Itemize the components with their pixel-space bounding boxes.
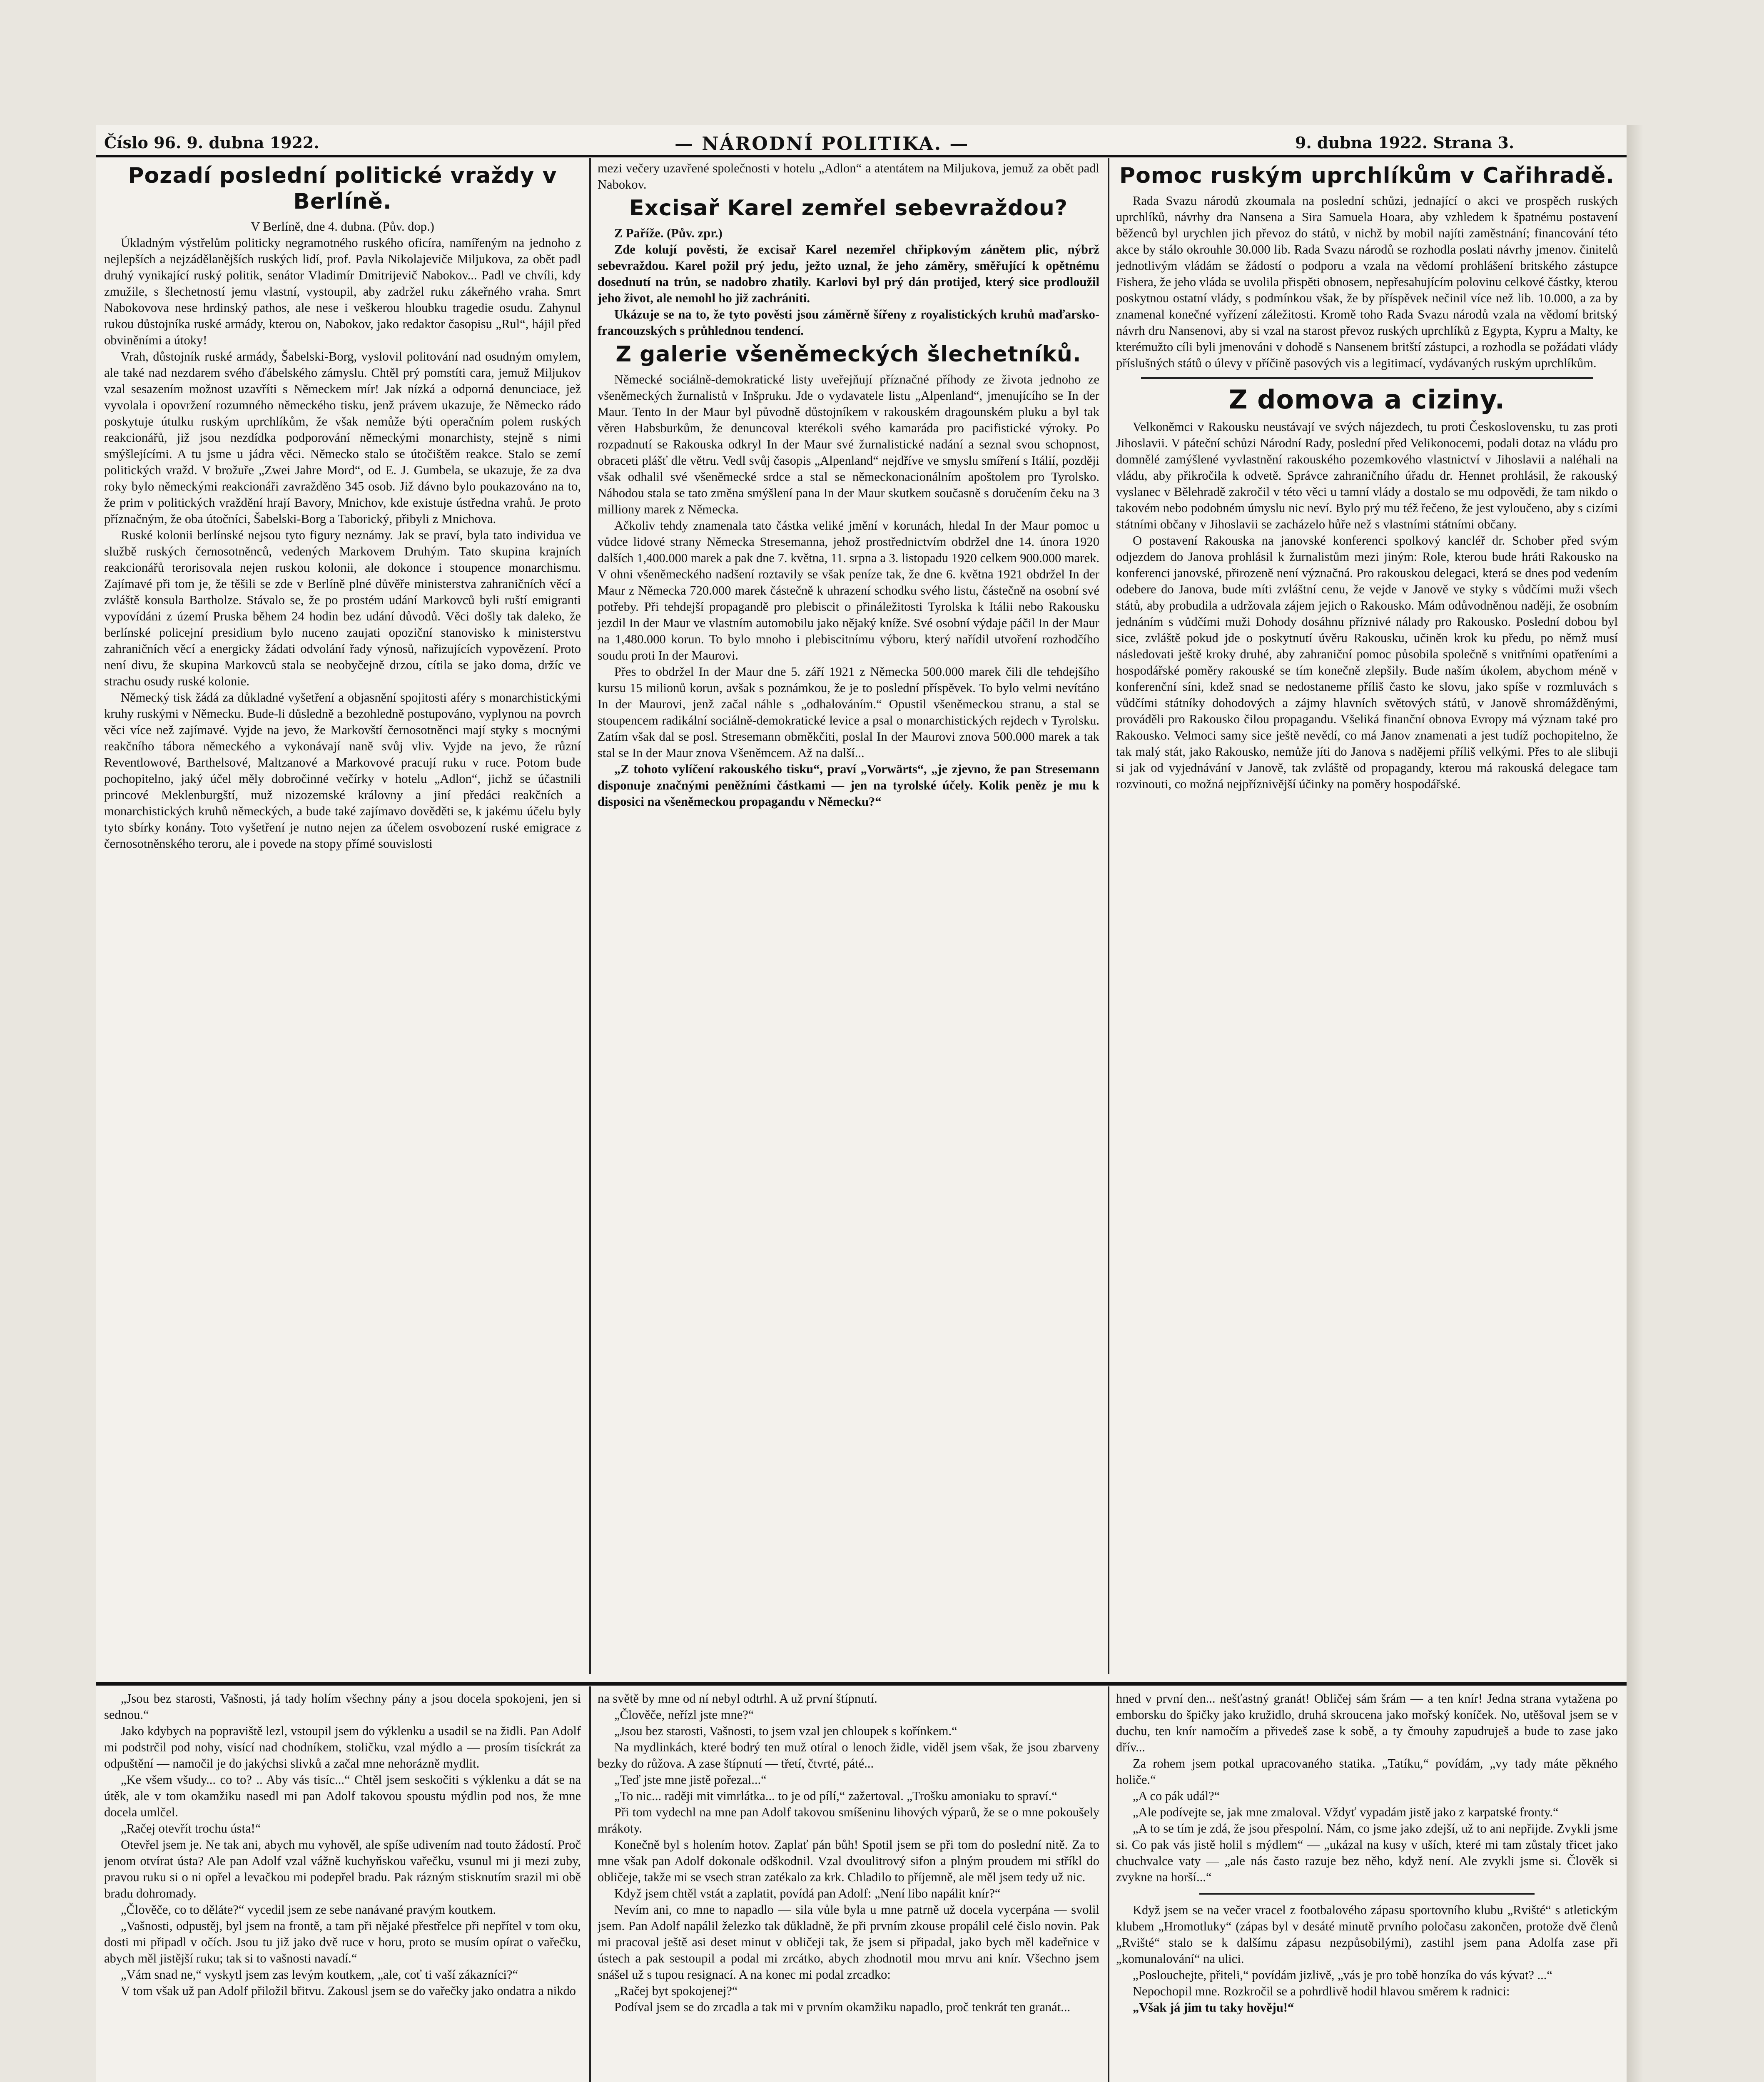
feuilleton-rule (96, 1682, 1627, 1686)
header-issue-date: Číslo 96. 9. dubna 1922. (104, 133, 319, 152)
article-paragraph: Zde kolují pověsti, že excisař Karel nezemřel chřipkovým zánětem plic, nýbrž sebevraždou. Karel požil prý jedu, ježto uznal, že jeho záměry, směřující k opětnému dosednutí na trůn, se nadobro zhatily. Karlovi byl prý dán protijed, který sice prodloužil jeho život, ale nemohl ho již zachrániti. (598, 242, 1099, 305)
feuilleton-column-2 (598, 1691, 1099, 2082)
column-1 (104, 160, 581, 1676)
article-paragraph: Německý tisk žádá za důkladné vyšetření a objasnění spojitosti aféry s monarchistickými kruhy ruskými v Německu. Bude-li důsledně a bezohledně postupováno, vyplynou na povrch věci více než zajímavé. Vyjde na jevo, že Markovští černosotněnci mají styky s mocnými reakčního tábora německého a vykonávají naně svůj vliv. Vyjde na jevo, že různí Reventlowové, Barthelsové, Maltzanové a Markovové pracují ruku v ruce. Potom bude pochopitelno, jaký účel měly dobročinné večírky v hotelu „Adlon“, jichž se účastnili princové Meklenburgští, muž nizozemské královny a jiní předáci reakčních a monarchistických kruhů německých, a bude také zajímavo dověděti se, k jakému účelu byly tyto sbírky konány. Toto vyšetření je nutno nejen za účelem osvobození ruské emigrace z černosotněnského teroru, ale i povede na stopy přímé souvislosti (104, 690, 581, 851)
feuilleton-paragraph: „Račej byt spokojenej?“ (614, 1984, 738, 1998)
article-paragraph: Ačkoliv tehdy znamenala tato částka veliké jmění v korunách, hledal In der Maur pomoc u vůdce lidové strany Německa Stresemanna, jehož prostřednictvím obdržel dne 14. února 1920 dalších 1,400.000 marek a pak dne 7. května, 11. srpna a 3. listopadu 1920 celkem 900.000 marek. V ohni všeněmeckého nadšení roztavily se však peníze tak, že dne 6. května 1921 obdržel In der Maur z Německa 720.000 marek částečně k uhrazení schodku svého listu, částečně na osobní své potřeby. Při tehdejší propagandě pro plebiscit o přináležitosti Tyrolska k Itálii nebo Rakousku jezdil In der Maur ve vlastním automobilu jako nějaký kníže. Své osobní výdaje páčil In der Maur na 1,480.000 korun. To bylo mnoho i plebiscitnímu výboru, který nařídil utvoření rozhodčího soudu proti In der Maurovi. (598, 518, 1099, 662)
feuilleton-paragraph: Při tom vydechl na mne pan Adolf takovou smíšeninu lihových výparů, že se o mne pokoušely mrákoty. (598, 1805, 1099, 1835)
feuilleton-paragraph: Když jsem chtěl vstát a zaplatit, povídá pan Adolf: „Není libo napálit knír?“ (614, 1886, 1001, 1900)
feuilleton-paragraph: „Člověče, co to děláte?“ vycedil jsem ze sebe nanávané pravým koutkem. (121, 1903, 496, 1917)
feuilleton-paragraph: Když jsem se na večer vracel z footbalového zápasu sportovního klubu „Rvišté“ s atletickým klubem „Hromotluky“ (zápas byl v desáté minutě prvního poločasu zakončen, protože dvě členů „Rvišté“ stalo se k dalšímu zápasu nezpůsobilými), zastihl jsem pana Adolfa zase při „komunalování“ na ulici. (1116, 1903, 1618, 1966)
feuilleton-paragraph: „Poslouchejte, přiteli,“ povídám jizlivě, „vás je pro tobě honzíka do vás kývat? ...“ (1133, 1968, 1552, 1982)
feuilleton-paragraph: „Teď jste mne jistě pořezal...“ (614, 1773, 767, 1787)
article-paragraph: O postavení Rakouska na janovské konferenci spolkový kancléř dr. Schober před svým odjezdem do Janova prohlásil k žurnalistům mezi jiným: Role, kterou bude hráti Rakousko na konferenci janovské, přirozeně není význačná. Pro rakouskou delegaci, která se dnes pod vedením odebere do Janova, bude míti zvláštní cenu, že vejde v Janově ve styky s vůdčími muži všech států, aby probudila a udržovala zájem jejich o Rakousko. Mám odůvodněnou naději, že osobním jednáním s vůdčími muži Dohody dosáhnu příznivé nálady pro Rakousko. Poslední dobou byl sice, zvláště pokud jde o poskytnutí úvěru Rakousku, učiněn krok ku předu, po němž musí následovati ještě kroky druhé, aby zahraniční pomoc působila společně s vnitřními opatřeními a hospodářské poměry rakouské se tím konečně zlepšily. Bude naším úkolem, abychom méně v konferenční síni, kdež snad se nedostaneme příliš často ke slovu, jako spíše v rozmluvách s vůdčími státníky dohodových a zájmy hlavních světových států, v Janově shromážděnými, prováděli pro Rakousko čilou propagandu. Všeliká finanční obnova Evropy má význam také pro Rakousko. Velmoci samy sice ještě nevědí, co má Janov znamenati a jest tudíž pochopitelno, že tak malý stát, jako Rakousko, nemůže jíti do Janova s nadějemi příliš velkými. Přes to ale slibuji si jak od vyjednávání v Janově, tak zvláště od propagandy, kterou má rakouská delegace tam rozvinouti, co možná nejpříznivější účinky na poměry hospodářské. (1116, 533, 1618, 791)
feuilleton-paragraph: V tom však už pan Adolf přiložil břitvu. Zakousl jsem se do vařečky jako ondatra a nikdo (121, 1984, 576, 1998)
feuilleton-column-3 (1116, 1691, 1618, 2082)
article-title: Excisař Karel zemřel sebevraždou? (629, 196, 1068, 221)
article-title: Pozadí poslední politické vraždy v Berlíně. (128, 163, 557, 214)
article-title: Z domova a ciziny. (1228, 384, 1505, 415)
feuilleton-paragraph: Nepochopil mne. Rozkročil se a pohrdlivě hodil hlavou směrem k radnici: (1133, 1984, 1510, 1998)
article-title: Pomoc ruským uprchlíkům v Cařihradě. (1119, 163, 1615, 188)
article-paragraph: Úkladným výstřelům politicky negramotného ruského oficíra, namířeným na jednoho z nejlepších a nejzádělanějších ruských lidí, prof. Pavla Nikolajeviče Miljukova, za obět padl druhý vynikající ruský politik, senátor Vladimír Dmitrijevič Nabokov... Padl ve chvíli, kdy zmužile, s šlechetností jemu vlastní, vystoupil, aby zadržel ruku zákeřného vraha. Smrt Nabokovova nese hrdinský pathos, ale nese i veškerou hloubku tragedie osudu. Zahynul rukou důstojníka ruské armády, kterou on, Nabokov, jako redaktor časopisu „Rul“, hájil před obviněními a útoky! (104, 236, 581, 347)
article-paragraph: Velkoněmci v Rakousku neustávají ve svých nájezdech, tu proti Československu, tu zas proti Jihoslavii. V páteční schůzi Národní Rady, poslední před Velikonocemi, podali dotaz na vládu pro domnělé zamýšlené vyvlastnění rakouského pozemkového vlastnictví v Jihoslavii a naléhali na vládu, aby přikročila k odvetě. Správce zahraničního úřadu dr. Hennet prohlásil, že rakouský vyslanec v Bělehradě zakročil v této věci u tamní vlády a dostalo se mu odpovědi, že tam nikdo o takovém nebo podobném úmyslu nic neví. Bylo prý mu též řečeno, že jest vyloučeno, aby s cizími státními občany v Jihoslavii se zacházelo hůře než s vlastními státními občany. (1116, 420, 1618, 531)
feuilleton-paragraph: Otevřel jsem je. Ne tak ani, abych mu vyhověl, ale spíše udivením nad touto žádostí. Proč jenom otvírat ústa? Ale pan Adolf vzal vážně kuchyňskou vařečku, vsunul mi ji mezi zuby, pravou ruku si o ni opřel a levačkou mi podepřel bradu. Pak rázným stisknutím srazil mi obě bradu dohromady. (104, 1838, 581, 1900)
article-paragraph: Vrah, důstojník ruské armády, Šabelski-Borg, vyslovil politování nad osudným omylem, ale také nad nezdarem svého ďábelského zámyslu. Chtěl prý pomstíti cara, jemuž Miljukov vzal sesazením možnost uzavříti s Německem mír! Jak nízká a odporná denunciace, jež vyvolala i opovržení rozumného německého tisku, jenž právem ukazuje, že Německo rádo poskytuje útulku ruským uprchlíkům, že však nemůže býti operačním polem ruských reakcionářů, již jsou nezdídka podporování německými monarchisty, stejně s nimi smýšlejícími. A tu jsme u jádra věci. Německo stalo se útočištěm reakce. Stalo se zemí politických vražd. V brožuře „Zwei Jahre Mord“, od E. J. Gumbela, se ukazuje, že za dva roky bylo německými reakcionáři zavražděno 345 osob. Již dávno bylo poukazováno na to, že prim v politických vraždění hrají Bavory, Mnichov, kde existuje ústředna vrahů. Je proto příznačným, že oba útočníci, Šabelski-Borg a Taborický, přibyli z Mnichova. (104, 349, 581, 526)
feuilleton-paragraph: Konečně byl s holením hotov. Zaplať pán bůh! Spotil jsem se při tom do poslední nitě. Za to mne však pan Adolf dokonale odškodnil. Vzal dvoulitrový sifon a plným proudem mi stříkl do obličeje, takže mi se vsech stran zatékalo za krk. Chladilo to příjemně, ale měl jsem tedy už nic. (598, 1838, 1099, 1884)
column-3 (1116, 160, 1618, 1676)
article-continuation: mezi večery uzavřené společnosti v hotelu „Adlon“ a atentátem na Miljukova, jemuž za obět padl Nabokov. (598, 161, 1099, 192)
column-2 (598, 160, 1099, 1676)
feuilleton-paragraph: „Však já jim tu taky hověju!“ (1133, 2000, 1294, 2015)
feuilleton-paragraph: „Vašnosti, odpustěj, byl jsem na frontě, a tam při nějaké přestřelce při nepřítel v tom oku, dosti mi připadl v očích. Jsou tu již jako dvě ruce v horu, proto se musím opírat o vařečku, abych měl jistější ruku; tak si to vašnosti navadí.“ (104, 1919, 581, 1965)
article-paragraph: „Z tohoto vylíčení rakouského tisku“, praví „Vorwärts“, „je zjevno, že pan Stresemann disponuje značnými peněžními částkami — jen na tyrolské účely. Kolik peněz je mu k disposici na všeněmeckou propagandu v Německu?“ (598, 762, 1099, 809)
article-paragraph: Německé sociálně-demokratické listy uveřejňují příznačné příhody ze života jednoho ze všeněmeckých žurnalistů v Inšpruku. Jde o vydavatele listu „Alpenland“, jmenujícího se In der Maur. Tento In der Maur byl původně důstojníkem v rakouském dragounském pluku a byl tak věren Habsburkům, že denuncoval kterékoli svého kamaráda pro pacifistické výroky. Po rozpadnutí se Rakouska odkryl In der Maur své žurnalistické nadání a seznal svou schopnost, obraceti plášť dle větru. Vedl svůj časopis „Alpenland“ nejdříve ve smyslu smíření s Itálií, později však odhalil své všeněmecké srdce a stal se německonacionálním apoštolem pro Tyrolsko. Náhodou stala se tato změna smýšlení pana In der Maur skutkem současně s doručením čeku na 3 milliony marek z Německa. (598, 372, 1099, 516)
feuilleton-paragraph: Podíval jsem se do zrcadla a tak mi v prvním okamžiku napadlo, proč tenkrát ten granát... (614, 2000, 1071, 2014)
feuilleton-paragraph: „Jsou bez starosti, Vašnosti, já tady holím všechny pány a jsou docela spokojeni, jen si sednou.“ (104, 1691, 581, 1722)
feuilleton-paragraph: „To nic... raději mit vimrlátka... to je od pílí,“ zažertoval. „Trošku amoniaku to spraví.“ (614, 1789, 1057, 1803)
column-divider (589, 1686, 591, 2082)
header-masthead: — NÁRODNÍ POLITIKA. — (675, 133, 969, 154)
article-paragraph: Ukázuje se na to, že tyto pověsti jsou záměrně šířeny z royalistických kruhů maďarsko-francouzských s průhlednou tendencí. (598, 307, 1099, 338)
header-page-number: 9. dubna 1922. Strana 3. (1295, 133, 1515, 152)
article-paragraph: Rada Svazu národů zkoumala na poslední schůzi, jednající o akci ve prospěch ruských uprchlíků, návrhy dra Nansena a Sira Samuela Hoara, aby vzhledem k špatnému postavení běženců byl urychlen jich převoz do států, v nichž by mobil najíti zaměstnání; financování této akce by stálo okrouhle 30.000 lib. Rada Svazu národů se rozhodla poslati návrhy jmenov. činitelů jednotlivým vládám se žádostí o podporu a vzala na vědomí prohlášení britského zástupce Fishera, že jeho vláda se uvolila přispěti obnosem, nepřesahujícím polovinu celkové částky, kterou poskytnou ostatní vlády, s podmínkou však, že by příspěvek nečinil více než lib. 10.000, a za by znamenal konečné vyřízení záležitosti. Kromě toho Rada Svazu národů vzala na vědomí britský návrh dru Nansenovi, aby si vzal na starost převoz ruských uprchlíků z Egypta, Kypru a Malty, ke kterémužto cíli byli jmenováni v dohodě s Nansenem britští zástupci, a rozhodla se požádati vlády příslušných států o úlevy v příčině pasových vis a legitimací, vydávaných ruským uprchlíkům. (1116, 194, 1618, 370)
feuilleton-paragraph: Jako kdybych na popraviště lezl, vstoupil jsem do výklenku a usadil se na židli. Pan Adolf mi podstrčil pod nohy, visící nad chodníkem, stoličku, vzal mýdlo a — prosím tisíckrát za odpuštění — namočil je do jakýchsi slivků a začal mne nehorázně mydlit. (104, 1724, 581, 1771)
feuilleton-paragraph: Na mydlinkách, které bodrý ten muž otíral o lenoch židle, viděl jsem však, že jsou zbarveny bezky do růžova. A zase štípnutí — třetí, čtvrté, páté... (598, 1740, 1099, 1771)
feuilleton-paragraph: „Vám snad ne,“ vyskytl jsem zas levým koutkem, „ale, coť ti vaší zákazníci?“ (121, 1967, 518, 1982)
feuilleton-paragraph: „A co pák udál?“ (1133, 1789, 1220, 1803)
feuilleton-paragraph: Za rohem jsem potkal upracovaného statika. „Tatíku,“ povídám, „vy tady máte pěkného holiče.“ (1116, 1756, 1618, 1787)
section-divider (1141, 377, 1593, 379)
column-divider (1108, 1686, 1109, 2082)
feuilleton-paragraph: „Jsou bez starosti, Vašnosti, to jsem vzal jen chloupek s kořínkem.“ (614, 1724, 957, 1738)
article-dateline: V Berlíně, dne 4. dubna. (Pův. dop.) (251, 219, 434, 234)
feuilleton-paragraph: „Ale podívejte se, jak mne zmaloval. Vždyť vypadám jistě jako z karpatské fronty.“ (1133, 1805, 1559, 1819)
article-paragraph: Ruské kolonii berlínské nejsou tyto figury neznámy. Jak se praví, byla tato individua ve službě ruských černosotněnců, vedených Markovem Druhým. Tato skupina krajních reakcionářů terorisovala nejen ruskou kolonii, ale dokonce i stoupence monarchismu. Zajímavé při tom je, že těšili se zde v Berlíně plné důvěře ministerstva zahraničních věcí a zvláště konsula Bartholze. Stávalo se, že po prostém udání Markovců byli ruští emigranti vypovídáni z území Pruska během 24 hodin bez udání důvodů. Věci došly tak daleko, že berlínské policejní presidium bylo nuceno zaujati opoziční stanovisko k ministerstvu zahraničních věcí a energicky žádati odvolání řady výnosů, nařizujících vypovězení. Proto není divu, že skupina Markovců stala se neobyčejně drzou, cítila se jako doma, držíc ve strachu osudy ruské kolonie. (104, 528, 581, 688)
feuilleton-paragraph: hned v první den... nešťastný granát! Obličej sám šrám — a ten knír! Jedna strana vytažena po emborsku do špičky jako kružidlo, druhá skroucena jako mořský koníček. No, utěšoval jsem se v duchu, ten knír namočím a přivedeš zase k sobě, a ty čmouhy zapudruješ a bude to zase jako dřív... (1116, 1691, 1618, 1754)
column-divider (1108, 158, 1109, 1674)
feuilleton-paragraph: „A to se tím je zdá, že jsou přespolní. Nám, co jsme jako zdejší, už to ani nepřijde. Zvykli jsme si. Co pak vás jistě holil s mýdlem“ — „ukázal na kusy v uších, které mi tam zůstaly třicet jako chuchvalce vaty — „ale nás často razuje bez něho, když není. Ale zvykli jsme si. Člověk si zvykne na horší...“ (1116, 1821, 1618, 1884)
section-divider (1199, 1893, 1535, 1895)
feuilleton-paragraph: na světě by mne od ní nebyl odtrhl. A už první štípnutí. (598, 1691, 877, 1706)
feuilleton-paragraph: „Ke všem všudy... co to? .. Aby vás tisíc...“ Chtěl jsem seskočiti s výklenku a dát se na útěk, ale v tom okamžiku nasedl mi pan Adolf takovou spoustu mýdlin pod nos, že mne docela umlčel. (104, 1773, 581, 1819)
header-rule (96, 155, 1627, 157)
article-title: Z galerie všeněmeckých šlechetníků. (615, 342, 1081, 367)
article-dateline: Z Paříže. (Pův. zpr.) (614, 226, 723, 240)
feuilleton-paragraph: Nevím ani, co mne to napadlo — sila vůle byla u mne patrně už docela vycerpána — svolil jsem. Pan Adolf napálil železko tak důkladně, že při prvním zkouse propálil celé čislo novin. Pak mi pracoval ještě asi deset minut v obličeji tak, že jsem si připadal, jako bych měl kadeřnice v ústech a pak sestoupil a podal mi zrcátko, abych zhodnotil mou mrvu ani knír. Všechno jsem snášel už s tupou resignací. A na konec mi podal zrcadko: (598, 1903, 1099, 1982)
feuilleton-paragraph: „Račej otevřít trochu ústa!“ (121, 1821, 261, 1835)
feuilleton-paragraph: „Člověče, neřízl jste mne?“ (614, 1708, 754, 1722)
column-divider (589, 158, 591, 1674)
feuilleton-column-1 (104, 1691, 581, 2082)
article-paragraph: Přes to obdržel In der Maur dne 5. září 1921 z Německa 500.000 marek čili dle tehdejšího kursu 15 milionů korun, avšak s poznámkou, že je to poslední příspěvek. To bylo velmi nevítáno In der Maurovi, jenž začal náhle s „odhalováním.“ Opustil všeněmeckou stranu, a stal se stoupencem radikální sociálně-demokratické levice a psal o monarchistických rejdech v Tyrolsku. Zatím však dal se posl. Stresemann obměkčiti, poslal In der Maurovi znova 500.000 marek a tak stal se In der Maur znova Všeněmcem. Až na další... (598, 665, 1099, 760)
page-edge-shadow (1627, 125, 1643, 2082)
